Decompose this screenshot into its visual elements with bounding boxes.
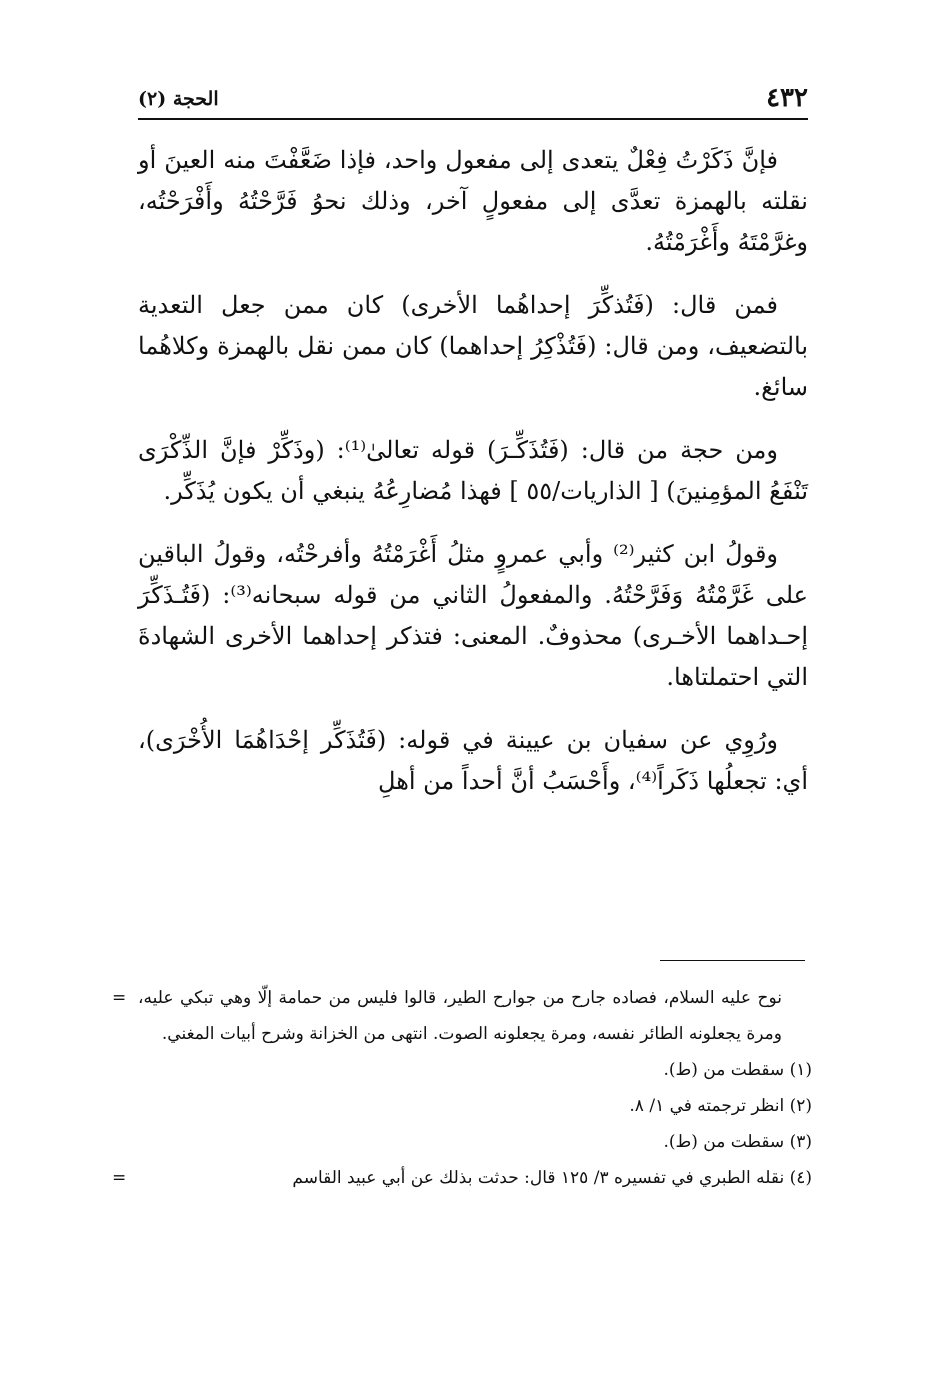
footnote-text: (٤) نقله الطبري في تفسيره ٣/ ١٢٥ قال: حدثت بذلك عن أبي عبيد القاسم [292,1168,812,1188]
continues-marker: = [112,1168,127,1188]
paragraph: وقولُ ابن كثير⁽²⁾ وأبي عمروٍ مثلُ أَغْرَمْتُهُ وأفرحْتُه، وقولُ الباقين على غَرَّمْتُهُ وَفَرَّحْتُهُ. والمفعولُ الثاني من قوله سبحانه⁽³⁾: (فَتُـذَكِّرَ إحـداهما الأخـرى) محذوفٌ. المعنى: فتذكر إحداهما الأخرى الشهادةَ التي احتملتاها. [138,540,808,691]
footnote-item: (٣) سقطت من (ط). [663,1132,812,1152]
paragraph: فمن قال: (فَتُذكِّرَ إحداهُما الأخرى) كان ممن جعل التعدية بالتضعيف، ومن قال: (فَتُذْكِرُ إحداهما) كان ممن نقل بالهمزة وكلاهُما سائغ. [138,291,808,401]
footnote-item-last [112,1160,812,1196]
page-number: ٤٣٢ [766,83,808,113]
main-text [138,140,808,824]
page-header [138,80,808,120]
continuation-text: نوح عليه السلام، فصاده جارح من جوارح الطير، قالوا فليس من حمامة إلّا وهي تبكي عليه، ومرة يجعلونه الطائر نفسه، ومرة يجعلونه الصوت. انتهى من الخزانة وشرح أبيات المغني. [138,988,782,1044]
footnote-item: (٢) انظر ترجمته في ١/ ٨. [629,1096,812,1116]
footnote-divider [660,960,805,961]
continuation-marker: = [112,988,127,1008]
footnotes [112,980,812,1196]
paragraph: ورُوِي عن سفيان بن عيينة في قوله: (فَتُذَكِّر إحْدَاهُمَا الأُخْرَى)، أي: تجعلُها ذَكَراً⁽⁴⁾، وأَحْسَبُ أنَّ أحداً من أهلِ [138,726,808,795]
running-title: الحجة (٢) [138,88,219,110]
paragraph: ومن حجة من قال: (فَتُذَكِّـرَ) قوله تعالىٰ⁽¹⁾: (وذَكِّرْ فإنَّ الذِّكْرَى تَنْفَعُ المؤمِنينَ) [ الذاريات/٥٥ ] فهذا مُضارِعُهُ ينبغي أن يكون يُذَكِّر. [138,436,808,505]
footnote-item: (١) سقطت من (ط). [663,1060,812,1080]
paragraph: فإنَّ ذَكَرْتُ فِعْلٌ يتعدى إلى مفعول واحد، فإذا ضَعَّفْتَ منه العينَ أو نقلته بالهمزة تعدَّى إلى مفعولٍ آخر، وذلك نحوُ فَرَّحْتُهُ وأَفْرَحْتُه، وغرَّمْتَهُ وأَغْرَمْتُهُ. [138,146,808,256]
footnote-continuation [112,980,812,1052]
